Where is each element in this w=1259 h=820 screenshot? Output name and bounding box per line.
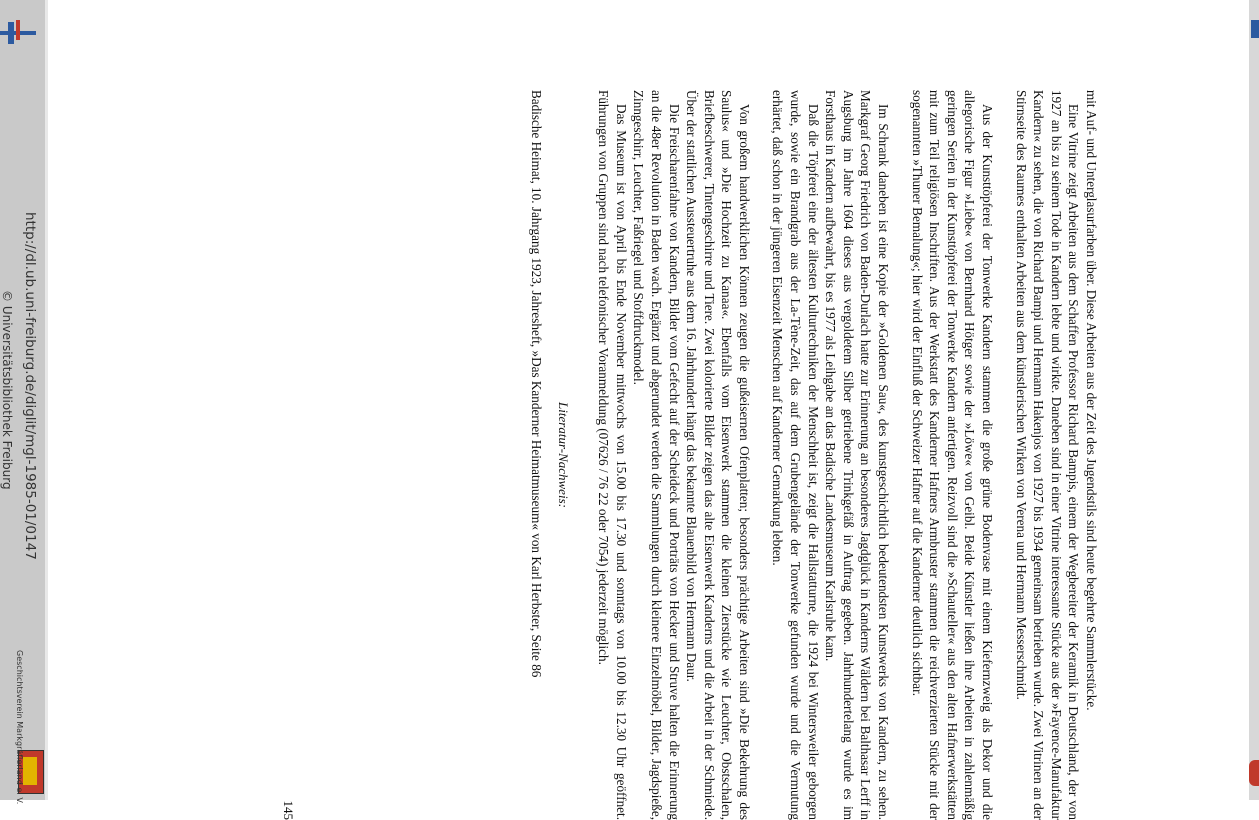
right-margin-badge-icon <box>1249 760 1259 786</box>
literature-heading: Literatur-Nachweis: <box>555 90 571 820</box>
paragraph: Von großem handwerklichen Können zeugen die gußeisernen Ofenplatten; besonders prächtige Arbeiten sind »Die Bekehrung des Saulus« und »Die Hochzeit zu Kanaa«. Ebenfalls vom Eisenwerk stammen die kleinen Zierstücke wie Leuchter, Obstschalen, Briefbeschwerer, Tintengeschirre und Tiere. Zwei kolorierte Bilder zeigen das alte Eisenwerk Kanderns und die Arbeit in der Schmiede. Über der stattlichen Aussteuertruhe aus dem 16. Jahrhundert hängt das bekannte Blauenbild von Hermann Daur. <box>683 90 753 820</box>
paragraph: Das Museum ist von April bis Ende November mittwochs von 15.00 bis 17.30 und sonntags von 10.00 bis 12.30 Uhr geöffnet. Führungen von Gruppen sind nach telefonischer Voranmeldung (07626 / 76 22 oder 7054) jederzeit möglich. <box>595 90 630 820</box>
paragraph: Eine Vitrine zeigt Arbeiten aus dem Schaffen Professor Richard Bampis, einem der Wegbereiter der Keramik in Deutschland, der von 1927 an bis zu seinem Tode in Kandern lebte und wirkte. Daneben sind in einer Vitrine interessante Stücke aus der »Fayence-Manufaktur Kandern« zu sehen, die von Richard Bampi und Hermann Hakenjos von 1927 bis 1934 gemeinsam betrieben wurde. Zwei Vitrinen an der Stirnseite des Raumes enthalten Arbeiten aus dem künstlerischen Wirken von Verena und Hermann Messerschmidt. <box>1012 90 1082 820</box>
scanned-page <box>280 90 1100 820</box>
literature-entry: Badische Heimat, 10. Jahrgang 1923, Jahresheft, »Das Kanderner Heimatmuseum« von Karl Herbster, Seite 86 <box>527 90 545 820</box>
library-logo-icon <box>0 20 40 48</box>
right-margin-logo-icon <box>1251 20 1259 38</box>
paragraph: Daß die Töpferei eine der ältesten Kulturtechniken der Menschheit ist, zeigt die Hallstatturne, die 1924 bei Wintersweiler geborgen wurde, sowie ein Brandgrab aus der La-Tène-Zeit, das auf dem Grubengelände der Tonwerke gefunden wurde und die Vermutung erhärtet, daß schon in der jüngeren Eisenzeit Menschen auf Kanderner Gemarkung lebten. <box>769 90 822 820</box>
society-name: Geschichtsverein Markgräflerland e. V. <box>14 650 24 804</box>
page-number: 145 <box>280 801 296 820</box>
page-edge <box>45 0 48 800</box>
source-url[interactable]: http://dl.ub.uni-freiburg.de/diglit/mgl-1985-01/0147 <box>16 212 38 632</box>
paragraph: Die Freischarenfahne von Kandern, Bilder vom Gefecht auf der Scheideck und Porträts von Hecker und Struve halten die Erinnerung an die 48er Revolution in Baden wach. Ergänzt und abgerundet werden die Sammlungen durch kleinere Einzelmöbel, Bilder, Jagdspieße, Zinngeschirr, Leuchter, Faßriegel und Stoffdruckmodel. <box>630 90 683 820</box>
paragraph: mit Auf- und Unterglasurfarben über. Diese Arbeiten aus der Zeit des Jugendstils sind heute begehrte Sammlerstücke. <box>1082 90 1100 820</box>
paragraph: Aus der Kunsttöpferei der Tonwerke Kandern stammen die große grüne Bodenvase mit einem Kiefernzweig als Dekor und die allegorische Figur »Liebe« von Bernhard Hötger sowie der »Löwe« von Geibl. Beide Künstler ließen ihre Arbeiten in zahlenmäßig geringen Serien in der Kunsttöpferei der Tonwerke Kandern anfertigen. Reizvoll sind die »Schauteller« aus den alten Hafnerwerkstätten mit zum Teil religiösen Inschriften. Aus der Werkstatt des Kanderner Hafners Armbruster stammen die reichverzierten Stücke mit der sogenannten »Thuner Bemalung«; hier wird der Einfluß der Schweizer Hafner auf die Kanderner deutlich sichtbar. <box>908 90 996 820</box>
copyright-notice: © Universitätsbibliothek Freiburg <box>0 290 14 490</box>
viewer-right-margin <box>1249 0 1259 800</box>
paragraph: Im Schrank daneben ist eine Kopie der »Goldenen Sau«, des kunstgeschichtlich bedeutendsten Kunstwerks von Kandern, zu sehen. Markgraf Georg Friedrich von Baden-Durlach hatte zur Erinnerung an besonderes Jagdglück in Kanderns Wäldern bei Balthasar Lerff in Augsburg im Jahre 1604 dieses aus vergoldetem Silber getriebene Trinkgefäß in Auftrag gegeben. Jahrhundertelang wurde es im Forsthaus in Kandern aufbewahrt, bis es 1977 als Leihgabe an das Badische Landesmuseum Karlsruhe kam. <box>822 90 892 820</box>
